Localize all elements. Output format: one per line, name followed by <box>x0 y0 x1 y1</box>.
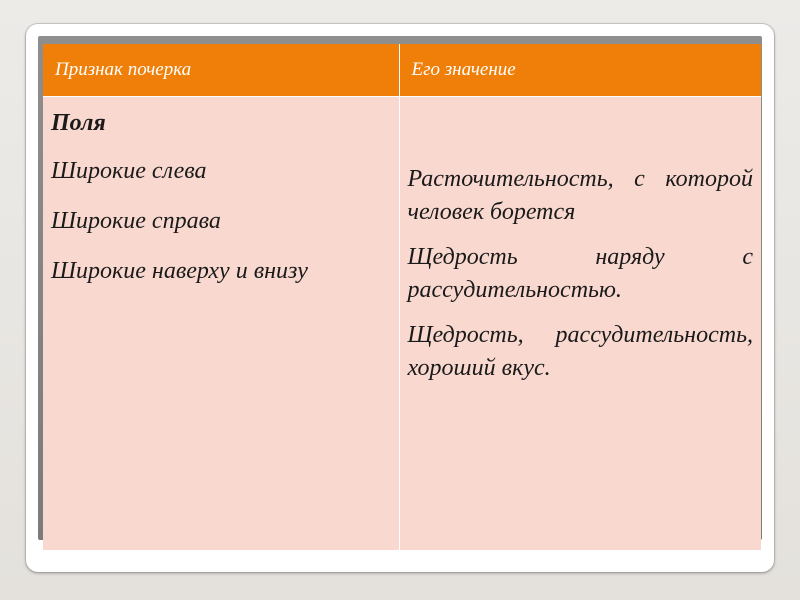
meaning-item: Щедрость, рассудительность, хороший вкус. <box>407 322 753 381</box>
meaning-cell <box>399 97 761 551</box>
feature-item: Широкие наверху и внизу <box>51 258 308 284</box>
header-meaning: Его значение <box>399 44 761 97</box>
feature-item: Широкие слева <box>51 158 207 184</box>
table-row <box>43 97 761 551</box>
feature-cell <box>43 97 399 551</box>
table-container <box>43 44 761 550</box>
header-feature: Признак почерка <box>43 44 399 97</box>
meaning-item: Щедрость наряду с рассудительностью. <box>407 244 753 303</box>
handwriting-features-table <box>43 44 761 550</box>
slide <box>26 24 774 572</box>
feature-heading: Поля <box>51 110 106 136</box>
table-header-row <box>43 44 761 97</box>
meaning-item: Расточительность, с которой человек борется <box>407 166 753 225</box>
feature-item: Широкие справа <box>51 208 221 234</box>
